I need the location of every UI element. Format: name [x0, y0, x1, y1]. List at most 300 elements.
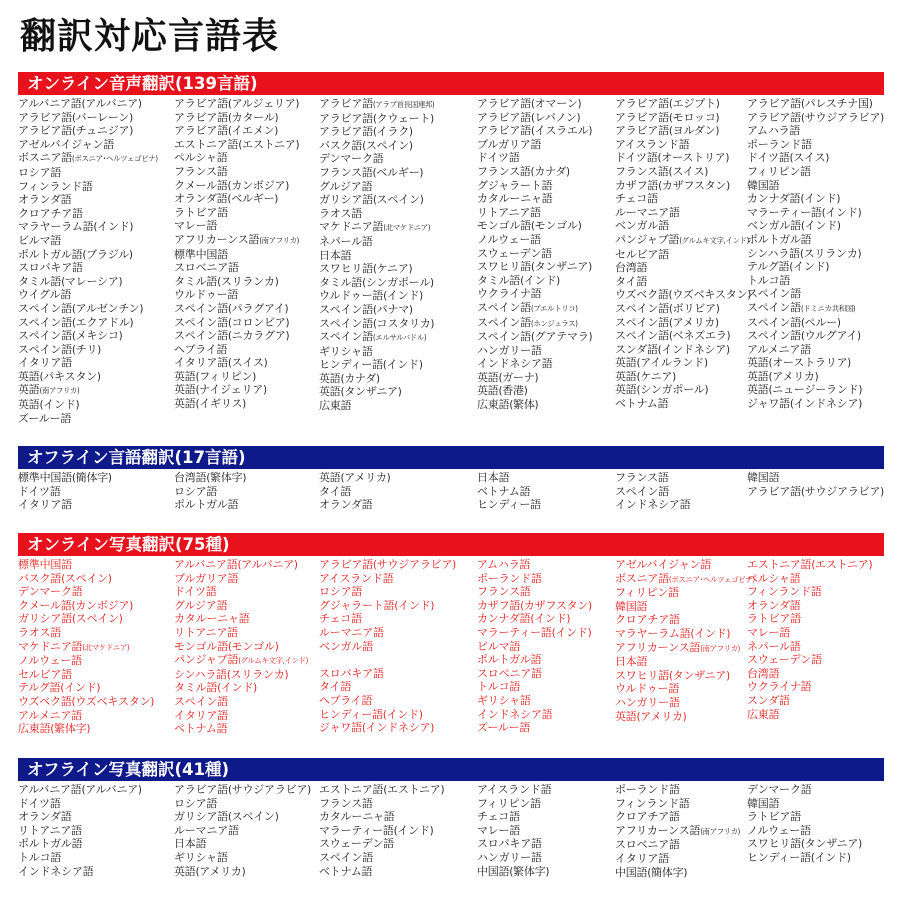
language-item: マラーティー語(インド): [319, 823, 434, 837]
language-item: ガリシア語(スペイン): [174, 810, 279, 824]
language-item: ギリシャ語: [477, 693, 531, 707]
language-item: ポルトガル語(ブラジル): [18, 247, 133, 261]
language-item: モンゴル語(モンゴル): [174, 639, 279, 653]
language-item: カタルーニャ語: [174, 612, 250, 626]
language-item: クロアチア語: [615, 613, 680, 627]
language-item: 広東語: [747, 707, 780, 721]
section-header: オフライン写真翻訳(41種): [18, 758, 884, 781]
language-item: シンハラ語(スリランカ): [747, 246, 862, 260]
language-item: タイ語: [319, 484, 352, 498]
language-item: デンマーク語: [747, 783, 812, 796]
language-item: オランダ語: [747, 598, 801, 612]
language-item: 英語(ナイジェリア): [174, 383, 267, 397]
language-item: ドイツ語: [477, 151, 520, 165]
language-item: エストニア語(エストニア): [319, 783, 445, 796]
language-item: ウズベク語(ウズベキスタン): [18, 694, 155, 708]
language-item: エストニア語(エストニア): [174, 137, 300, 151]
language-item: マレー語: [747, 625, 791, 639]
language-grid: [18, 783, 884, 878]
language-item: トルコ語: [18, 850, 62, 864]
language-column: [174, 558, 308, 736]
language-item: 標準中国語(簡体字): [18, 471, 112, 484]
language-item: シンハラ語(スリランカ): [174, 667, 289, 681]
language-item: クメール語(カンボジア): [174, 178, 289, 192]
language-item: ズールー語: [18, 411, 72, 425]
language-item: ラトビア語: [747, 612, 801, 626]
language-item: アラビア語(アラブ首長国連邦): [319, 97, 435, 110]
language-item: スペイン語: [319, 850, 373, 864]
language-item: フランス語: [174, 164, 228, 178]
language-item: イタリア語: [18, 498, 72, 512]
language-item: 日本語: [174, 837, 207, 851]
language-item: スペイン語(プエルトリコ): [477, 300, 578, 314]
language-item: 標準中国語: [174, 247, 228, 261]
language-item: アラビア語(サウジアラビア): [174, 783, 311, 796]
language-item: アイスランド語: [477, 783, 552, 796]
language-item: フランス語(ベルギー): [319, 165, 424, 179]
language-item: アラビア語(サウジアラビア): [747, 110, 884, 124]
language-item: ヘブライ語: [174, 342, 228, 356]
language-item: スペイン語: [747, 287, 801, 301]
language-item: ラオス語: [319, 206, 363, 220]
language-item: マラヤーラム語(インド): [615, 626, 731, 640]
language-item: ペルシャ語: [747, 571, 801, 585]
language-column: [615, 471, 691, 512]
language-item: チェコ語: [319, 612, 362, 626]
language-column: [477, 783, 552, 878]
language-item: ヒンディー語(インド): [747, 850, 851, 864]
language-item: ルーマニア語: [174, 823, 239, 837]
language-item: タイ語: [615, 274, 648, 288]
language-item: スペイン語(コスタリカ): [319, 316, 435, 330]
language-item: 英語(タンザニア): [319, 385, 402, 399]
language-item: アラビア語(チュニジア): [18, 124, 133, 138]
section-header: オフライン言語翻訳(17言語): [18, 446, 884, 469]
language-item: カザフ語(カザフスタン): [615, 178, 730, 192]
language-item: ビルマ語: [477, 639, 521, 653]
language-item: スロベニア語: [477, 666, 542, 680]
language-item: ブルガリア語: [477, 137, 542, 151]
language-column: [18, 558, 154, 736]
language-item: インドネシア語: [615, 498, 691, 512]
language-item: マラーティー語(インド): [477, 625, 592, 639]
language-item: グルジア語: [174, 598, 228, 612]
language-item: スロバキア語: [477, 837, 542, 851]
language-item: ポーランド語: [747, 137, 812, 151]
language-item: クロアチア語: [18, 206, 83, 220]
language-item: カンナダ語(インド): [477, 612, 571, 626]
language-item: フランス語(スイス): [615, 164, 709, 178]
language-item: ロシア語: [319, 585, 363, 599]
language-item: ハンガリー語: [615, 695, 680, 709]
language-item: スペイン語(エクアドル): [18, 315, 134, 329]
language-item: 日本語: [615, 655, 648, 669]
language-item: 中国語(簡体字): [615, 865, 688, 879]
language-item: アフリカーンス語(南アフリカ): [615, 640, 740, 654]
language-item: 英語(アメリカ): [615, 709, 687, 723]
language-item: フィンランド語: [747, 585, 822, 599]
language-item: スワヒリ語(タンザニア): [477, 260, 592, 274]
language-item: ドイツ語: [174, 585, 217, 599]
language-column: [477, 558, 592, 735]
language-item: スペイン語(エルサルバドル): [319, 330, 427, 344]
language-item: フィリピン語: [747, 164, 811, 178]
section-online-photo: [0, 533, 900, 735]
language-item: スペイン語(パラグアイ): [174, 301, 289, 315]
language-item: アフリカーンス語(南アフリカ): [615, 823, 740, 837]
language-item: アムハラ語: [477, 558, 531, 571]
language-item: アラビア語(イラク): [319, 125, 413, 139]
language-item: ウルドゥー語: [615, 682, 680, 696]
language-item: ガリシア語(スペイン): [18, 612, 123, 626]
language-item: 英語(カナダ): [319, 371, 380, 385]
language-item: タイ語: [319, 680, 352, 694]
language-item: 台湾語(繁体字): [174, 471, 247, 484]
language-item: トルコ語: [477, 680, 521, 694]
language-column: [18, 783, 142, 878]
language-item: チェコ語: [615, 192, 658, 206]
language-item: マケドニア語(北マケドニア): [319, 220, 431, 234]
language-item: アゼルバイジャン語: [615, 558, 712, 571]
language-item: 台湾語: [747, 666, 780, 680]
language-item: ジャワ語(インドネシア): [747, 397, 862, 411]
language-item: スペイン語: [615, 484, 669, 498]
language-item: 英語(アイルランド): [615, 356, 708, 370]
language-item: フランス語: [319, 796, 373, 810]
language-item: 英語(アメリカ): [174, 864, 246, 878]
language-item: カタルーニャ語: [319, 810, 395, 824]
language-column: [615, 558, 755, 723]
language-item: スウェーデン語: [319, 837, 394, 851]
language-item: 英語(ケニア): [615, 369, 676, 383]
language-item: アラビア語(モロッコ): [615, 110, 720, 124]
language-column: [174, 97, 299, 411]
language-item: チェコ語: [477, 810, 520, 824]
language-item: マレー語: [174, 219, 218, 233]
language-item: リトアニア語: [477, 205, 541, 219]
language-item: パンジャブ語(グルムキ文字,インド): [174, 653, 308, 667]
language-item: ドイツ語(スイス): [747, 151, 830, 165]
language-item: クメール語(カンボジア): [18, 598, 133, 612]
language-item: アラビア語(アルジェリア): [174, 97, 300, 110]
language-item: ガリシア語(スペイン): [319, 193, 424, 207]
language-item: アラビア語(ヨルダン): [615, 124, 720, 138]
language-item: ネパール語: [319, 234, 373, 248]
language-item: ポルトガル語: [174, 498, 239, 512]
language-item: フランス語: [477, 585, 531, 599]
language-item: フランス語(カナダ): [477, 164, 570, 178]
language-item: アラビア語(バーレーン): [18, 110, 133, 124]
language-item: スペイン語(アルゼンチン): [18, 301, 144, 315]
language-item: ウズベク語(ウズベキスタン): [615, 288, 752, 302]
language-item: スロベニア語: [615, 838, 680, 852]
language-item: ヘブライ語: [319, 693, 373, 707]
language-item: アルバニア語(アルバニア): [18, 783, 142, 796]
language-item: スペイン語(ドミニカ共和国): [747, 300, 856, 314]
section-header: オンライン写真翻訳(75種): [18, 533, 884, 556]
language-item: マラヤーラム語(インド): [18, 220, 134, 234]
section-online-voice: [0, 72, 900, 423]
language-item: アラビア語(パレスチナ国): [747, 97, 873, 110]
language-item: ジャワ語(インドネシア): [319, 721, 434, 735]
language-item: カンナダ語(インド): [747, 192, 841, 206]
language-item: 標準中国語: [18, 558, 72, 571]
language-item: ペルシャ語: [174, 151, 228, 165]
language-item: オランダ語(ベルギー): [174, 192, 279, 206]
language-item: 英語(香港): [477, 384, 528, 398]
language-item: スペイン語(メキシコ): [18, 329, 123, 343]
language-item: フィンランド語: [615, 796, 690, 810]
language-item: ウクライナ語: [747, 680, 812, 694]
language-item: グジャラート語(インド): [319, 598, 435, 612]
language-grid: [18, 471, 884, 512]
language-item: バスク語(スペイン): [18, 571, 112, 585]
language-item: マラーティー語(インド): [747, 205, 862, 219]
language-item: インドネシア語: [477, 357, 553, 371]
language-item: ロシア語: [18, 165, 62, 179]
language-item: 英語(シンガポール): [615, 383, 709, 397]
language-item: マレー語: [477, 823, 521, 837]
language-item: スロベニア語: [174, 261, 239, 275]
language-item: スペイン語(ニカラグア): [174, 329, 290, 343]
language-item: ノルウェー語: [747, 823, 811, 837]
language-column: [319, 471, 390, 512]
language-item: ヒンディー語: [477, 498, 541, 512]
language-item: ボスニア語(ボスニア･ヘルツェゴビナ): [615, 571, 755, 585]
language-item: 英語(インド): [18, 398, 80, 412]
language-item: 英語(パキスタン): [18, 369, 101, 383]
language-item: スペイン語(チリ): [18, 342, 101, 356]
language-item: ネパール語: [747, 639, 801, 653]
language-item: [319, 653, 456, 667]
language-item: リトアニア語: [18, 823, 82, 837]
language-item: バスク語(スペイン): [319, 138, 413, 152]
language-item: アイスランド語: [615, 137, 690, 151]
language-column: [615, 97, 751, 411]
language-item: ギリシャ語: [174, 850, 228, 864]
language-item: ウイグル語: [18, 288, 72, 302]
language-item: スワヒリ語(ケニア): [319, 262, 413, 276]
language-item: スペイン語(パナマ): [319, 302, 413, 316]
section-offline-photo: [0, 758, 900, 878]
language-item: アフリカーンス語(南アフリカ): [174, 232, 299, 246]
language-column: [615, 783, 740, 879]
page-title: 翻訳対応言語表: [20, 16, 280, 57]
language-item: スウェーデン語: [747, 653, 822, 667]
language-item: スンダ語(インドネシア): [615, 342, 730, 356]
language-item: イタリア語(スイス): [174, 356, 268, 370]
language-item: ギリシャ語: [319, 344, 373, 358]
language-item: スロバキア語: [18, 261, 83, 275]
language-item: マケドニア語(北マケドニア): [18, 639, 130, 653]
language-item: カザフ語(カザフスタン): [477, 598, 592, 612]
section-header: オンライン音声翻訳(139言語): [18, 72, 884, 95]
language-item: 英語(ガーナ): [477, 370, 539, 384]
language-item: 英語(アメリカ): [319, 471, 391, 484]
language-item: アルバニア語(アルバニア): [174, 558, 298, 571]
language-item: スペイン語(ペルー): [747, 315, 841, 329]
language-item: イタリア語: [18, 356, 72, 370]
language-column: [174, 783, 311, 878]
language-item: アイスランド語: [319, 571, 394, 585]
language-item: ドイツ語: [18, 796, 61, 810]
language-item: ノルウェー語: [18, 654, 82, 668]
language-item: ボスニア語(ボスニア･ヘルツェゴビナ): [18, 151, 158, 165]
language-item: 英語(フィリピン): [174, 369, 257, 383]
language-item: ベンガル語(インド): [747, 219, 841, 233]
language-item: ラトビア語: [174, 205, 228, 219]
language-item: 韓国語: [747, 471, 780, 484]
language-grid: [18, 558, 884, 735]
language-item: 中国語(繁体字): [477, 864, 550, 878]
language-item: スワヒリ語(タンザニア): [747, 837, 862, 851]
language-item: 韓国語: [615, 599, 648, 613]
language-item: 英語(南アフリカ): [18, 383, 80, 397]
language-item: ドイツ語(オーストリア): [615, 151, 730, 165]
language-item: 日本語: [477, 471, 510, 484]
language-item: オランダ語: [18, 810, 72, 824]
language-item: アラビア語(サウジアラビア): [319, 558, 456, 571]
language-item: セルビア語: [18, 667, 72, 681]
language-item: フランス語: [615, 471, 669, 484]
language-item: ブルガリア語: [174, 571, 239, 585]
language-item: ベトナム語: [174, 722, 228, 736]
language-item: スペイン語(ホンジュラス): [477, 315, 578, 329]
language-item: リトアニア語: [174, 625, 238, 639]
section-offline-language: [0, 446, 900, 512]
language-item: アルメニア語: [18, 708, 83, 722]
language-item: ロシア語: [174, 484, 218, 498]
language-item: フィンランド語: [18, 179, 93, 193]
language-item: 日本語: [319, 248, 352, 262]
language-item: モンゴル語(モンゴル): [477, 219, 582, 233]
language-item: ウルドゥー語(インド): [319, 289, 423, 303]
language-item: スペイン語(ベネズエラ): [615, 329, 731, 343]
language-item: インドネシア語: [18, 864, 94, 878]
language-item: ポルトガル語: [477, 653, 542, 667]
language-item: カタルーニャ語: [477, 192, 553, 206]
language-item: ベトナム語: [615, 397, 669, 411]
language-item: セルビア語: [615, 247, 669, 261]
language-item: 韓国語: [747, 178, 780, 192]
language-item: スペイン語(コロンビア): [174, 315, 290, 329]
language-item: ベンガル語: [615, 219, 669, 233]
language-column: [319, 783, 444, 878]
language-item: ウルドゥー語: [174, 288, 239, 302]
language-item: ハンガリー語: [477, 343, 542, 357]
language-item: グルジア語: [319, 179, 373, 193]
language-item: アムハラ語: [747, 124, 801, 138]
language-item: 英語(オーストラリア): [747, 356, 851, 370]
language-item: 韓国語: [747, 796, 780, 810]
language-item: スンダ語: [747, 693, 790, 707]
language-item: ポルトガル語: [18, 837, 83, 851]
language-item: スペイン語: [174, 694, 228, 708]
language-item: ルーマニア語: [615, 205, 680, 219]
language-item: アラビア語(オマーン): [477, 97, 582, 110]
language-column: [747, 783, 862, 865]
language-item: ルーマニア語: [319, 625, 384, 639]
language-item: ラトビア語: [747, 810, 801, 824]
language-item: ベトナム語: [477, 484, 531, 498]
language-item: デンマーク語: [319, 152, 384, 166]
language-item: ウクライナ語: [477, 287, 542, 301]
language-column: [477, 97, 592, 412]
language-item: テルグ語(インド): [747, 260, 830, 274]
language-item: 広東語(繁体字): [18, 722, 91, 736]
language-item: アラビア語(イエメン): [174, 124, 279, 138]
language-item: スペイン語(グアテマラ): [477, 330, 593, 344]
language-item: オランダ語: [319, 498, 373, 512]
language-column: [319, 558, 456, 735]
language-item: パンジャブ語(グルムキ文字,インド): [615, 232, 749, 246]
language-item: ベンガル語: [319, 639, 373, 653]
language-item: タミル語(マレーシア): [18, 274, 123, 288]
language-item: ポーランド語: [615, 783, 680, 796]
language-item: アラビア語(サウジアラビア): [747, 484, 884, 498]
language-item: ヒンディー語(インド): [319, 707, 423, 721]
language-item: クロアチア語: [615, 810, 680, 824]
language-item: アルメニア語: [747, 342, 812, 356]
language-item: トルコ語: [747, 273, 791, 287]
language-item: ヒンディー語(インド): [319, 358, 423, 372]
language-item: イタリア語: [174, 708, 228, 722]
language-item: フィリピン語: [477, 796, 541, 810]
language-item: 英語(ニュージーランド): [747, 383, 863, 397]
language-item: テルグ語(インド): [18, 681, 101, 695]
language-item: スペイン語(ボリビア): [615, 301, 720, 315]
language-item: デンマーク語: [18, 585, 83, 599]
language-item: インドネシア語: [477, 707, 553, 721]
language-item: アラビア語(クウェート): [319, 111, 434, 125]
language-item: 英語(イギリス): [174, 397, 246, 411]
language-column: [18, 471, 112, 512]
language-item: アラビア語(イスラエル): [477, 124, 593, 138]
language-item: アゼルバイジャン語: [18, 137, 115, 151]
language-item: スペイン語(ウルグアイ): [747, 329, 861, 343]
language-item: ドイツ語: [18, 484, 61, 498]
language-item: スウェーデン語: [477, 246, 552, 260]
language-item: アラビア語(レバノン): [477, 110, 581, 124]
language-column: [477, 471, 541, 512]
language-item: ビルマ語: [18, 233, 62, 247]
language-item: ハンガリー語: [477, 850, 542, 864]
language-item: フィリピン語: [615, 586, 679, 600]
language-item: ノルウェー語: [477, 232, 541, 246]
language-item: オランダ語: [18, 193, 72, 207]
language-item: グジャラート語: [477, 178, 553, 192]
language-item: 広東語(繁体): [477, 398, 539, 412]
language-column: [174, 471, 246, 512]
language-item: ポルトガル語: [747, 232, 812, 246]
language-column: [747, 97, 884, 411]
language-item: アラビア語(エジプト): [615, 97, 720, 110]
language-item: スペイン語(アメリカ): [615, 315, 719, 329]
language-column: [18, 97, 158, 425]
language-item: スロバキア語: [319, 666, 384, 680]
language-item: タミル語(シンガポール): [319, 275, 434, 289]
language-item: タミル語(インド): [477, 273, 560, 287]
language-item: イタリア語: [615, 851, 669, 865]
language-item: スワヒリ語(タンザニア): [615, 668, 730, 682]
language-column: [747, 471, 884, 498]
language-item: タミル語(スリランカ): [174, 274, 279, 288]
language-item: ズールー語: [477, 721, 531, 735]
language-item: 台湾語: [615, 261, 648, 275]
language-column: [747, 558, 872, 721]
language-item: タミル語(インド): [174, 681, 257, 695]
language-item: ロシア語: [174, 796, 218, 810]
